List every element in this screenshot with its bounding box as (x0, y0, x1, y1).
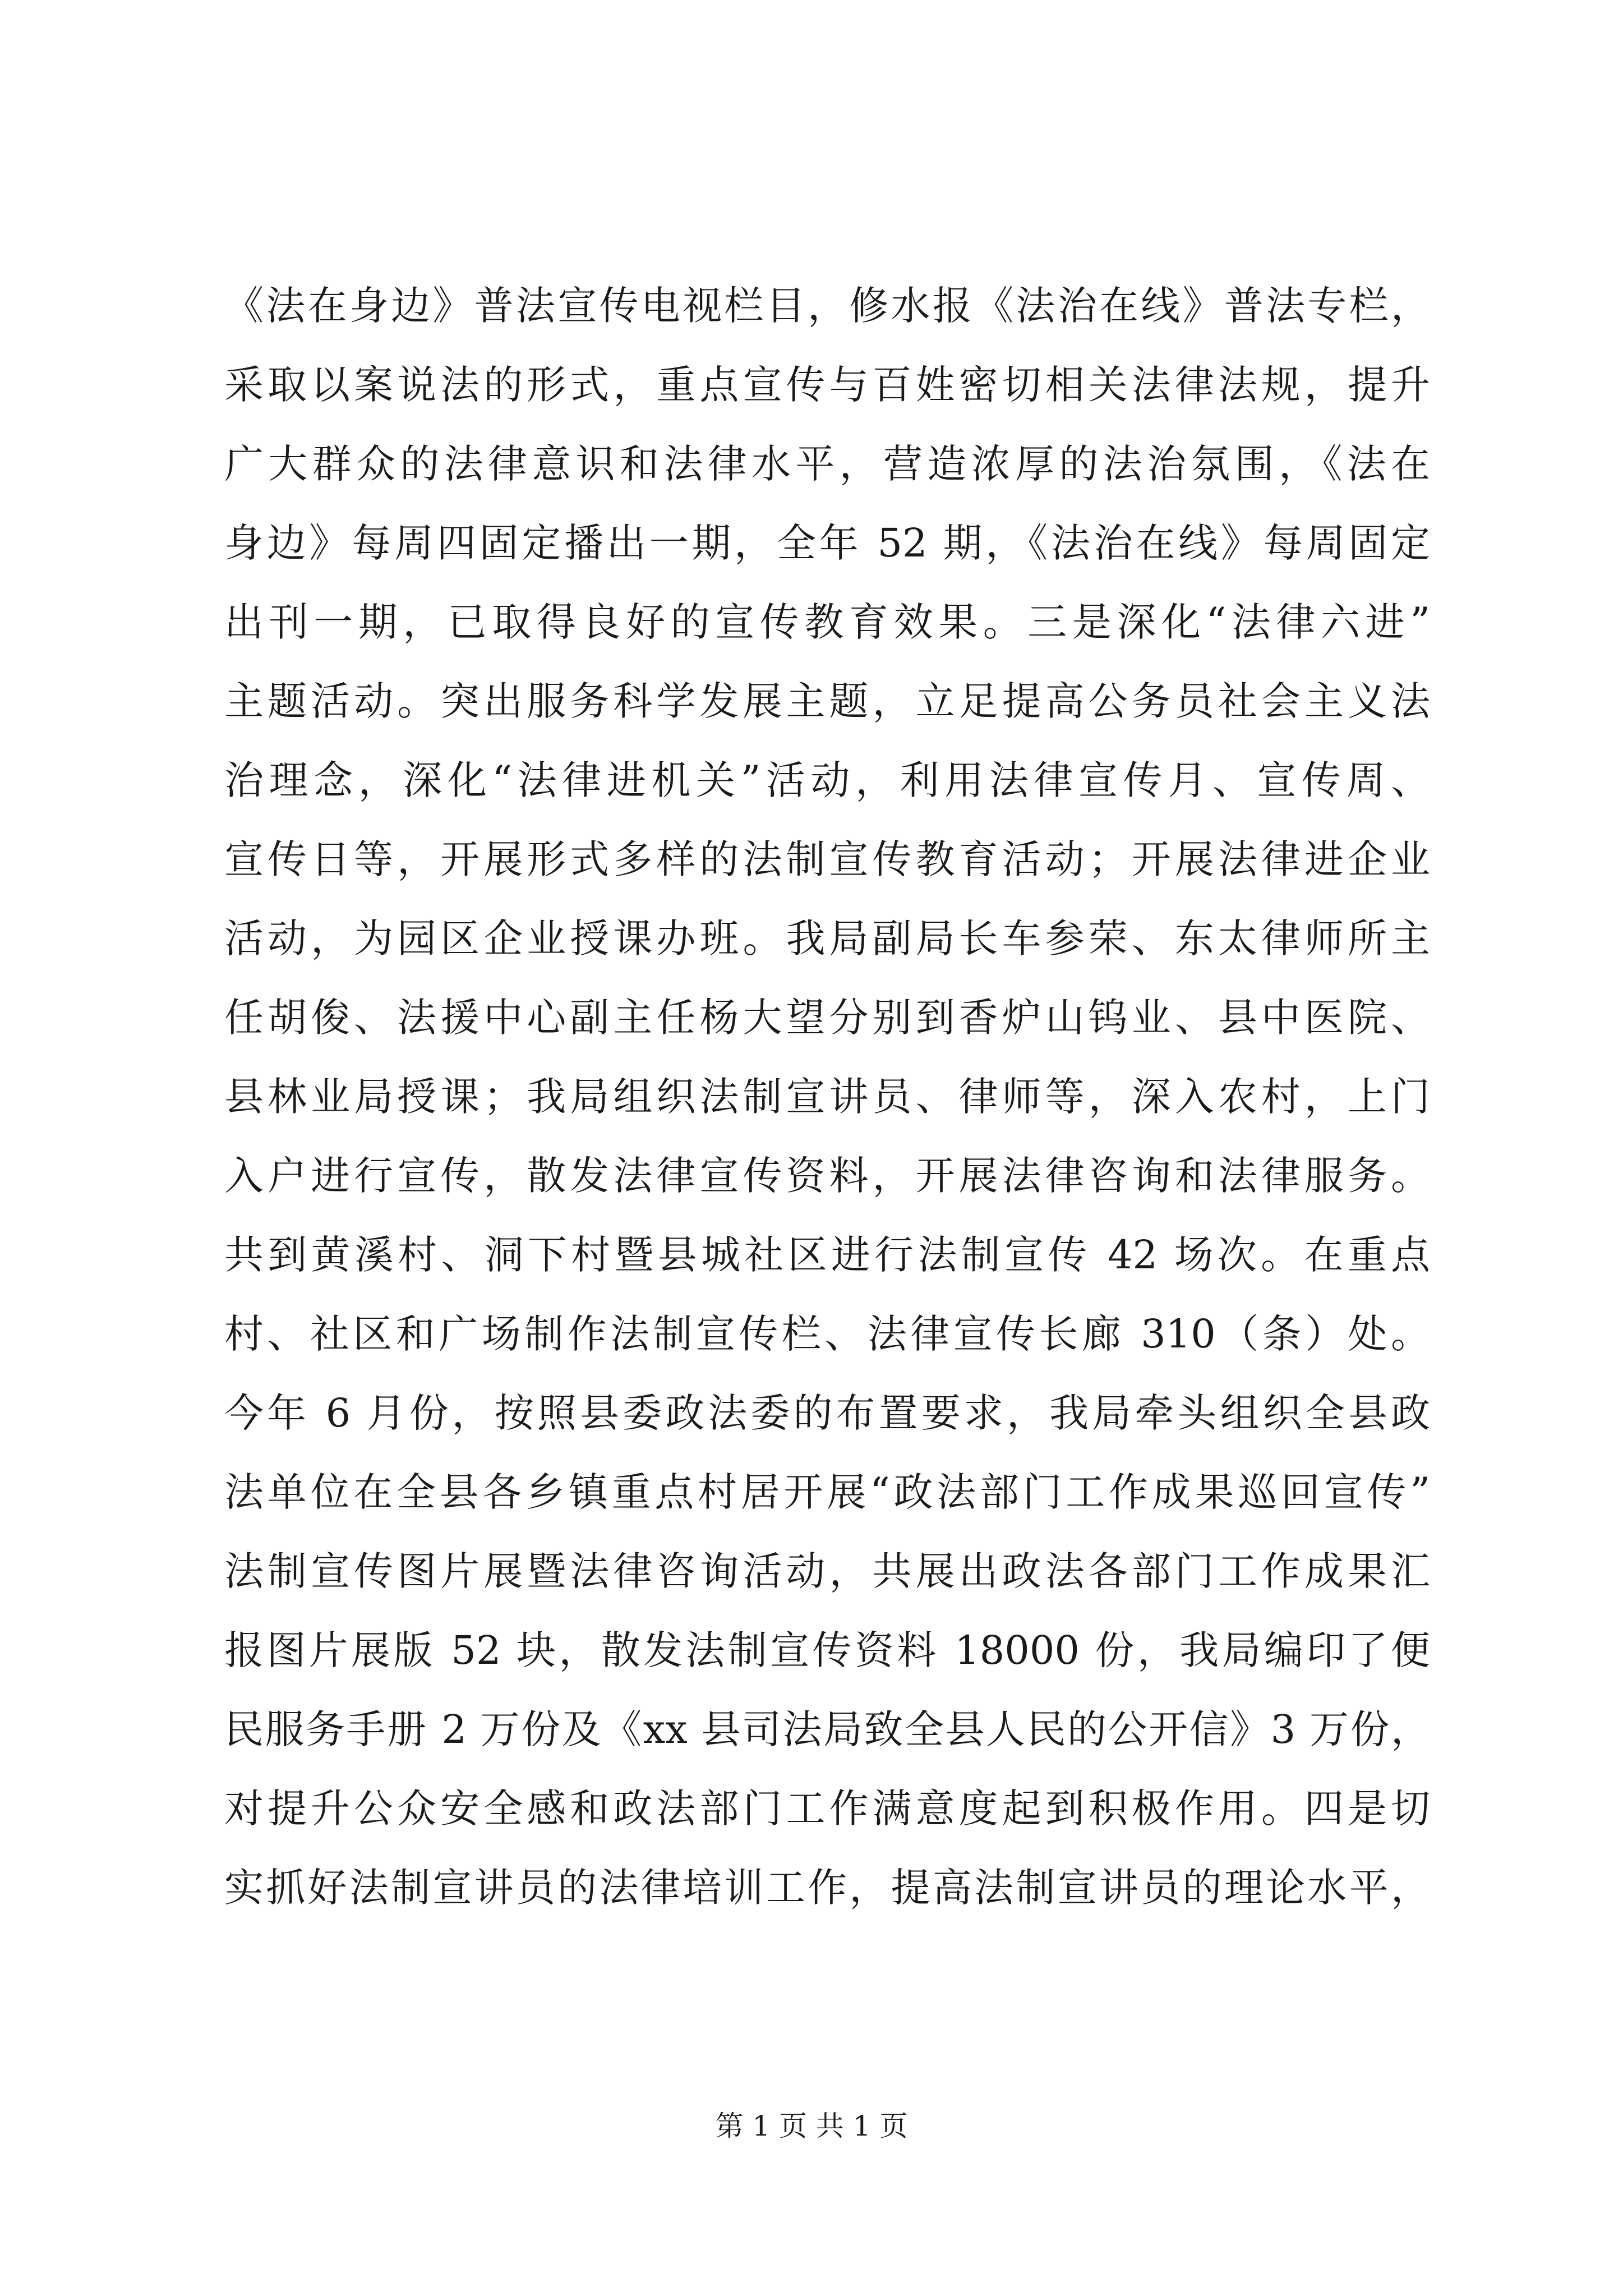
text-line: 治理念，深化“法律进机关”活动，利用法律宣传月、宣传周、 (224, 757, 1430, 803)
text-line: 《法在身边》普法宣传电视栏目，修水报《法治在线》普法专栏， (224, 283, 1430, 329)
text-line: 活动，为园区企业授课办班。我局副局长车参荣、东太律师所主 (224, 915, 1430, 961)
text-line: 任胡俊、法援中心副主任杨大望分别到香炉山钨业、县中医院、 (224, 995, 1430, 1041)
page-footer: 第 1 页 共 1 页 (715, 2110, 908, 2142)
body-text (224, 266, 1430, 1927)
text-line: 主题活动。突出服务科学发展主题，立足提高公务员社会主义法 (224, 678, 1430, 724)
text-line: 今年 6 月份，按照县委政法委的布置要求，我局牵头组织全县政 (224, 1390, 1430, 1436)
text-line: 出刊一期，已取得良好的宣传教育效果。三是深化“法律六进” (224, 599, 1430, 645)
text-line: 法单位在全县各乡镇重点村居开展“政法部门工作成果巡回宣传” (224, 1469, 1430, 1515)
text-line: 宣传日等，开展形式多样的法制宣传教育活动；开展法律进企业 (224, 836, 1430, 882)
text-line: 县林业局授课；我局组织法制宣讲员、律师等，深入农村，上门 (224, 1074, 1430, 1120)
text-line: 采取以案说法的形式，重点宣传与百姓密切相关法律法规，提升 (224, 362, 1430, 408)
text-line: 广大群众的法律意识和法律水平，营造浓厚的法治氛围，《法在 (224, 441, 1430, 487)
text-line: 身边》每周四固定播出一期，全年 52 期，《法治在线》每周固定 (224, 520, 1430, 566)
text-line: 法制宣传图片展暨法律咨询活动，共展出政法各部门工作成果汇 (224, 1548, 1430, 1594)
text-line: 实抓好法制宣讲员的法律培训工作，提高法制宣讲员的理论水平， (224, 1865, 1430, 1911)
text-line: 对提升公众安全感和政法部门工作满意度起到积极作用。四是切 (224, 1786, 1430, 1832)
text-line: 报图片展版 52 块，散发法制宣传资料 18000 份，我局编印了便 (224, 1627, 1430, 1673)
text-line: 民服务手册 2 万份及《xx 县司法局致全县人民的公开信》3 万份， (224, 1706, 1430, 1752)
text-line: 共到黄溪村、洞下村暨县城社区进行法制宣传 42 场次。在重点 (224, 1232, 1430, 1278)
text-line: 入户进行宣传，散发法律宣传资料，开展法律咨询和法律服务。 (224, 1153, 1430, 1199)
text-line: 村、社区和广场制作法制宣传栏、法律宣传长廊 310（条）处。 (224, 1311, 1430, 1357)
